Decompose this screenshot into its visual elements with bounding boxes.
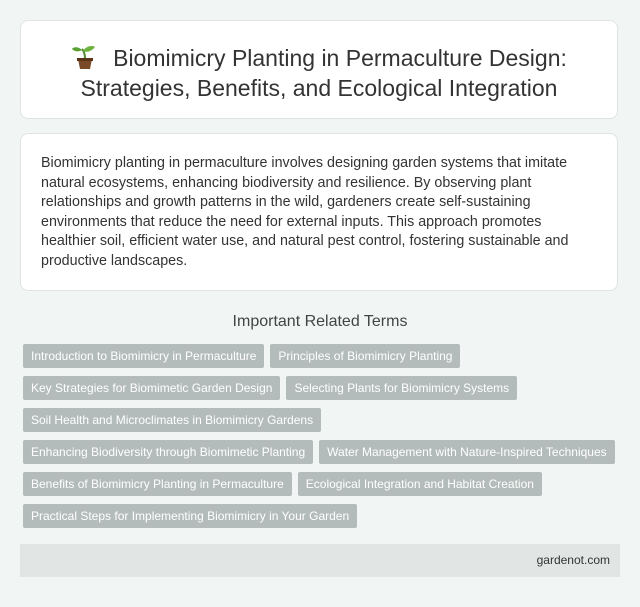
related-term-tag[interactable]: Benefits of Biomimicry Planting in Permaculture	[23, 472, 292, 496]
related-term-tag[interactable]: Key Strategies for Biomimetic Garden Design	[23, 376, 280, 400]
related-terms-heading: Important Related Terms	[232, 313, 408, 330]
related-terms-row	[23, 408, 623, 440]
footer	[20, 544, 620, 577]
description-card	[20, 133, 618, 291]
related-terms-row	[23, 376, 623, 408]
related-term-tag[interactable]: Principles of Biomimicry Planting	[270, 344, 460, 368]
related-terms-row	[23, 344, 623, 376]
related-term-tag[interactable]: Practical Steps for Implementing Biomimicry in Your Garden	[23, 504, 357, 528]
related-terms-list	[23, 344, 623, 536]
page-title: Biomimicry Planting in Permaculture Design: Strategies, Benefits, and Ecological Integration	[21, 21, 617, 103]
related-term-tag[interactable]: Selecting Plants for Biomimicry Systems	[286, 376, 517, 400]
related-terms-row	[23, 504, 623, 536]
related-term-tag[interactable]: Water Management with Nature-Inspired Techniques	[319, 440, 614, 464]
related-terms-row	[23, 440, 623, 472]
related-terms-row	[23, 472, 623, 504]
title-card	[20, 20, 618, 119]
related-term-tag[interactable]: Enhancing Biodiversity through Biomimetic Planting	[23, 440, 313, 464]
related-term-tag[interactable]: Introduction to Biomimicry in Permaculture	[23, 344, 264, 368]
related-term-tag[interactable]: Soil Health and Microclimates in Biomimicry Gardens	[23, 408, 321, 432]
related-term-tag[interactable]: Ecological Integration and Habitat Creation	[298, 472, 542, 496]
description-text: Biomimicry planting in permaculture involves designing garden systems that imitate natural ecosystems, enhancing biodiversity and resilience. By observing plant relationships and growth patterns in the wild, gardeners create self-sustaining environments that reduce the need for external inputs. This approach promotes healthier soil, efficient water use, and natural pest control, fostering sustainable and productive landscapes.	[41, 155, 569, 269]
footer-site-link[interactable]: gardenot.com	[536, 553, 610, 567]
seedling-icon	[71, 44, 99, 70]
